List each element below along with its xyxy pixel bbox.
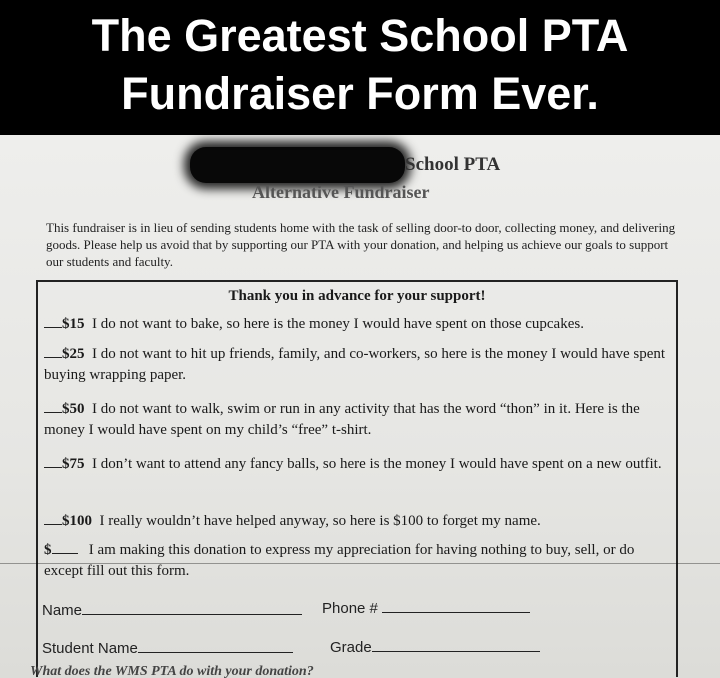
option-text: I don’t want to attend any fancy balls, so here is the money I would have spent on a new outfit. [92, 456, 662, 472]
option-amount: $ [44, 542, 52, 558]
banner-title-line2: Fundraiser Form Ever. [121, 68, 599, 119]
title-banner [0, 0, 720, 135]
student-name-input-line[interactable] [138, 638, 293, 653]
checkbox-blank[interactable] [44, 524, 62, 525]
option-text: I am making this donation to express my appreciation for having nothing to buy, sell, or do except fill out this form. [44, 542, 635, 579]
custom-amount-blank[interactable] [52, 553, 78, 554]
phone-label: Phone # [322, 600, 378, 617]
redacted-school-name [190, 147, 405, 183]
donation-options-box [36, 280, 678, 677]
student-name-label: Student Name [42, 640, 138, 657]
banner-title-line1: The Greatest School PTA [91, 10, 629, 61]
checkbox-blank[interactable] [44, 412, 62, 413]
option-text: I do not want to bake, so here is the money I would have spent on those cupcakes. [92, 316, 584, 332]
student-name-field[interactable] [42, 638, 293, 657]
option-text: I really wouldn’t have helped anyway, so here is $100 to forget my name. [99, 513, 541, 529]
form-title: School PTA [405, 154, 501, 175]
intro-paragraph: This fundraiser is in lieu of sending students home with the task of selling door-to door, collecting money, and delivering goods. Please help us avoid that by supporting our PTA with your donation, and helping us achieve our goals to support our students and faculty. [46, 220, 676, 269]
grade-input-line[interactable] [372, 637, 540, 652]
option-text: I do not want to walk, swim or run in any activity that has the word “thon” in it. Here is the money I would have spent on my child’s “free” t-shirt. [44, 401, 640, 438]
name-field[interactable] [42, 600, 302, 619]
paper-fold-line [0, 563, 720, 564]
option-100[interactable] [44, 511, 672, 532]
option-custom[interactable] [44, 540, 672, 582]
option-25[interactable] [44, 344, 672, 386]
grade-label: Grade [330, 639, 372, 656]
grade-field[interactable] [330, 637, 540, 656]
phone-field[interactable] [322, 598, 530, 617]
option-amount: $15 [62, 316, 85, 332]
checkbox-blank[interactable] [44, 327, 62, 328]
option-amount: $50 [62, 401, 85, 417]
name-input-line[interactable] [82, 600, 302, 615]
option-amount: $25 [62, 346, 85, 362]
option-50[interactable] [44, 399, 672, 441]
fundraiser-form-paper [0, 135, 720, 678]
phone-input-line[interactable] [382, 598, 530, 613]
option-15[interactable] [44, 314, 672, 335]
checkbox-blank[interactable] [44, 467, 62, 468]
option-75[interactable] [44, 454, 672, 475]
form-subtitle: Alternative Fundraiser [252, 182, 430, 202]
option-amount: $75 [62, 456, 85, 472]
option-text: I do not want to hit up friends, family, and co-workers, so here is the money I would have spent buying wrapping paper. [44, 346, 666, 383]
option-amount: $100 [62, 513, 92, 529]
checkbox-blank[interactable] [44, 357, 62, 358]
footer-question: What does the WMS PTA do with your donation? [30, 664, 314, 678]
thanks-heading: Thank you in advance for your support! [228, 288, 486, 304]
name-label: Name [42, 602, 83, 619]
